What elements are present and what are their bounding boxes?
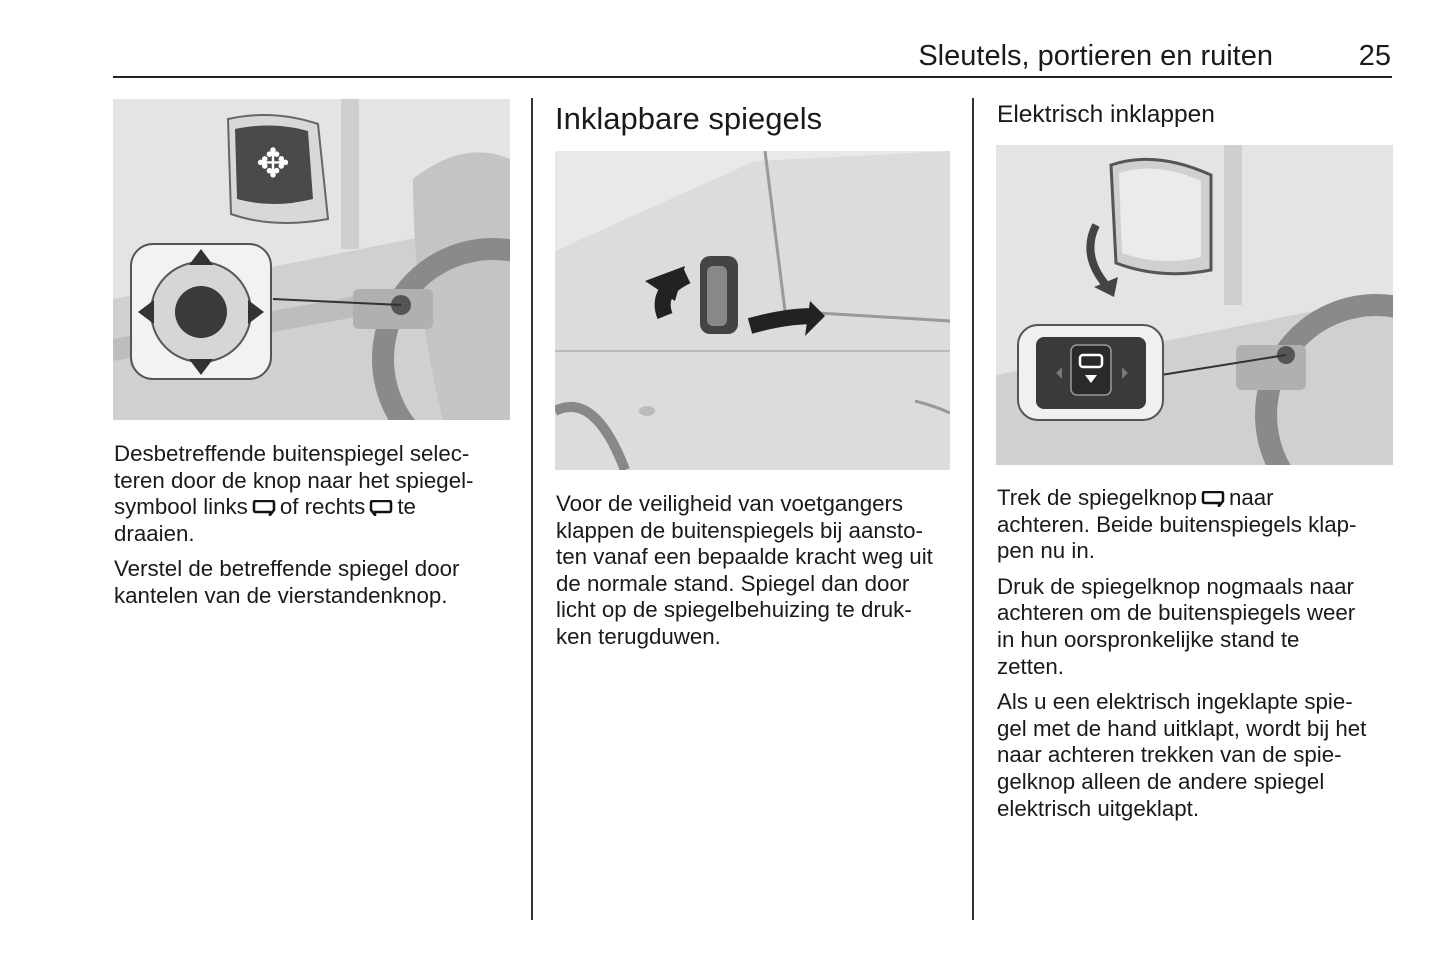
paragraph-select-mirror [114, 441, 514, 547]
text-line: gel met de hand uitklapt, wordt bij het [997, 715, 1367, 741]
text-line: draaien. [114, 520, 195, 546]
text-line: Voor de veiligheid van voetgangers [556, 491, 904, 516]
paragraph-pedestrian-safety [556, 491, 956, 651]
column-divider-2 [972, 98, 974, 920]
text-line: of rechts [279, 494, 366, 520]
svg-text:✥: ✥ [256, 141, 290, 187]
text-line: Verstel de betreffende spiegel door [114, 556, 460, 582]
section-title: Sleutels, portieren en ruiten [918, 40, 1273, 72]
text-line: in hun oorspronkelijke stand te [997, 626, 1300, 652]
text-line: elektrisch uitgeklapt. [997, 795, 1200, 821]
heading-elektrisch-inklappen: Elektrisch inklappen [997, 101, 1215, 128]
text-line: klappen de buitenspiegels bij aansto- [556, 517, 923, 543]
text-line: de normale stand. Spiegel dan door [556, 570, 910, 596]
text-line: symbool links [114, 494, 248, 520]
header-divider [113, 76, 1392, 78]
column-2-text [556, 491, 956, 660]
paragraph-pull-knob [997, 485, 1397, 565]
text-line: zetten. [997, 653, 1064, 679]
text-line: achteren om de buitenspiegels weer [997, 600, 1356, 626]
text-line: ten vanaf een bepaalde kracht weg uit [556, 544, 933, 570]
text-line: Druk de spiegelknop nogmaals naar [997, 573, 1354, 599]
text-line: pen nu in. [997, 538, 1095, 564]
text-line: licht op de spiegelbehuizing te druk- [556, 597, 912, 623]
folding-mirror-illustration [555, 151, 950, 470]
text-line: gelknop alleen de andere spiegel [997, 768, 1325, 794]
paragraph-press-again [997, 574, 1397, 680]
text-line: Trek de spiegelknop [997, 485, 1197, 510]
column-3-text [997, 485, 1397, 831]
text-line: kantelen van de vierstandenknop. [114, 582, 448, 608]
text-line: naar achteren trekken van de spie- [997, 742, 1342, 768]
text-line: Als u een elektrisch ingeklapte spie- [997, 689, 1353, 715]
text-line: achteren. Beide buitenspiegels klap- [997, 511, 1357, 537]
text-line: te [397, 494, 416, 520]
text-line: teren door de knop naar het spiegel- [114, 467, 474, 493]
column-divider-1 [531, 98, 533, 920]
text-line: Desbetreffende buitenspiegel selec- [114, 441, 470, 466]
heading-inklapbare-spiegels: Inklapbare spiegels [555, 101, 823, 136]
page-number: 25 [1358, 40, 1391, 72]
column-1-text [114, 441, 514, 619]
text-line: ken terugduwen. [556, 623, 721, 649]
mirror-right-icon [369, 500, 393, 516]
mirror-left-icon [1201, 491, 1225, 507]
paragraph-manual-unfold [997, 689, 1397, 822]
paragraph-adjust-mirror [114, 556, 514, 609]
text-line: naar [1228, 485, 1274, 510]
electric-fold-button-illustration [996, 145, 1393, 465]
mirror-adjust-illustration [113, 99, 510, 420]
mirror-left-icon [252, 500, 276, 516]
